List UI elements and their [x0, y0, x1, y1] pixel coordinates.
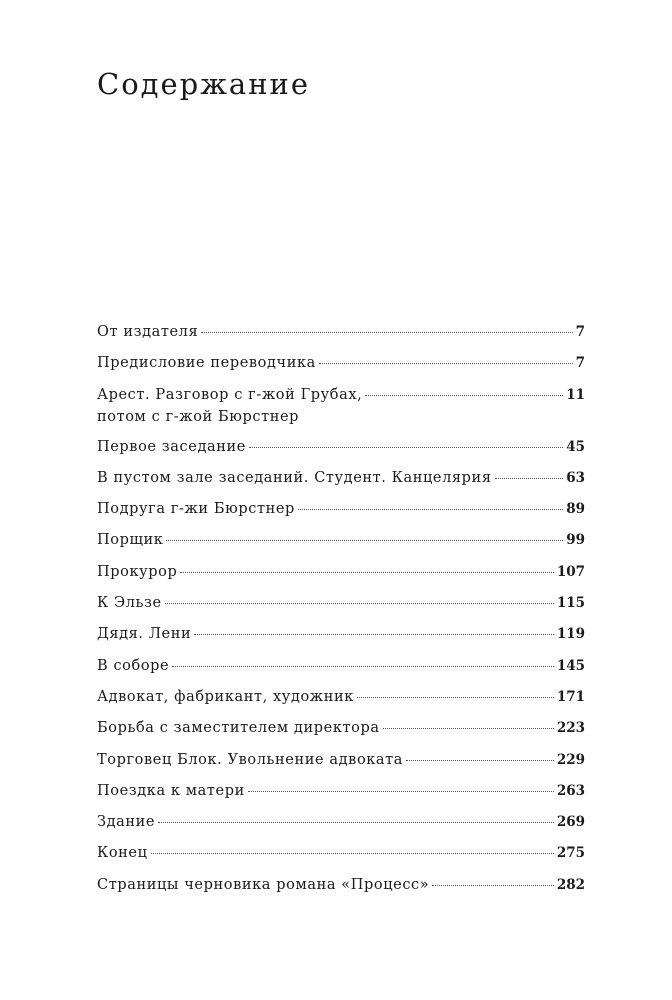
toc-entry-page: 115: [556, 595, 585, 612]
toc-entry-title: Борьба с заместителем директора: [97, 720, 380, 737]
dot-leader: [365, 395, 563, 396]
toc-entry-page: 45: [566, 438, 585, 455]
toc-entry-title: К Эльзе: [97, 595, 162, 612]
page-title: Содержание: [97, 67, 311, 101]
dot-leader: [319, 363, 573, 364]
toc-entry-title: Прокурор: [97, 563, 178, 580]
toc-entry-page: 263: [556, 782, 585, 799]
toc-entry-page: 229: [556, 751, 585, 768]
toc-entry[interactable]: [97, 874, 585, 896]
toc-entry-title: Адвокат, фабрикант, художник: [97, 688, 354, 705]
toc-entry-title: Здание: [97, 814, 156, 831]
toc-entry[interactable]: [97, 529, 585, 551]
toc-entry-title: От издателя: [97, 324, 199, 340]
toc-entry-page: 119: [556, 626, 585, 643]
toc-entry[interactable]: [97, 811, 585, 833]
toc-entry-title: В соборе: [97, 657, 170, 674]
dot-leader: [357, 697, 554, 698]
toc-entry-title: Предисловие переводчика: [97, 355, 316, 372]
table-of-contents: [97, 321, 585, 905]
toc-entry-page: 223: [556, 720, 585, 737]
dot-leader: [248, 791, 554, 792]
toc-entry[interactable]: [97, 321, 585, 343]
dot-leader: [406, 760, 554, 761]
toc-entry-title: Страницы черновика романа «Процесс»: [97, 876, 430, 893]
toc-entry[interactable]: [97, 561, 585, 583]
dot-leader: [298, 509, 563, 510]
toc-entry[interactable]: [97, 467, 585, 489]
dot-leader: [165, 603, 554, 604]
toc-entry-title: Поездка к матери: [97, 782, 245, 799]
dot-leader: [201, 332, 572, 333]
toc-entry[interactable]: [97, 384, 585, 428]
toc-entry[interactable]: [97, 352, 585, 374]
toc-entry[interactable]: [97, 686, 585, 708]
toc-entry-title: В пустом зале заседаний. Студент. Канцелярия: [97, 469, 492, 486]
toc-entry-title: Конец: [97, 845, 148, 862]
toc-entry[interactable]: [97, 623, 585, 645]
dot-leader: [383, 728, 554, 729]
toc-entry-page: 7: [575, 324, 585, 340]
toc-entry-page: 275: [556, 845, 585, 862]
toc-entry[interactable]: [97, 655, 585, 677]
toc-entry[interactable]: [97, 749, 585, 771]
toc-entry-page: 63: [566, 469, 585, 486]
toc-entry-title: [97, 384, 362, 428]
toc-entry-page: 89: [566, 501, 585, 518]
toc-entry-title-line1: Арест. Разговор с г-жой Грубах,: [97, 386, 363, 403]
toc-entry-title: Торговец Блок. Увольнение адвоката: [97, 751, 404, 768]
toc-entry-title-line2: потом с г-жой Бюрстнер: [97, 408, 300, 425]
toc-entry[interactable]: [97, 842, 585, 864]
dot-leader: [166, 540, 563, 541]
toc-entry-page: 269: [556, 814, 585, 831]
dot-leader: [495, 478, 564, 479]
toc-entry[interactable]: [97, 717, 585, 739]
toc-entry-title: Подруга г-жи Бюрстнер: [97, 501, 295, 518]
dot-leader: [194, 634, 554, 635]
toc-entry-page: 107: [556, 563, 585, 580]
dot-leader: [249, 447, 563, 448]
toc-entry-page: 7: [575, 355, 585, 372]
toc-entry-page: 145: [556, 657, 585, 674]
dot-leader: [172, 666, 554, 667]
toc-entry-page: 171: [556, 688, 585, 705]
dot-leader: [180, 572, 553, 573]
toc-entry-page: 282: [556, 876, 585, 893]
toc-entry-title: Дядя. Лени: [97, 626, 192, 643]
toc-entry-title: Порщик: [97, 532, 164, 549]
toc-entry-page: 99: [566, 532, 585, 549]
toc-entry-page: 11: [566, 386, 585, 403]
toc-entry[interactable]: [97, 436, 585, 458]
toc-entry-title: Первое заседание: [97, 438, 246, 455]
toc-entry[interactable]: [97, 592, 585, 614]
toc-entry[interactable]: [97, 498, 585, 520]
dot-leader: [151, 853, 554, 854]
dot-leader: [432, 885, 554, 886]
toc-entry[interactable]: [97, 780, 585, 802]
dot-leader: [158, 822, 554, 823]
